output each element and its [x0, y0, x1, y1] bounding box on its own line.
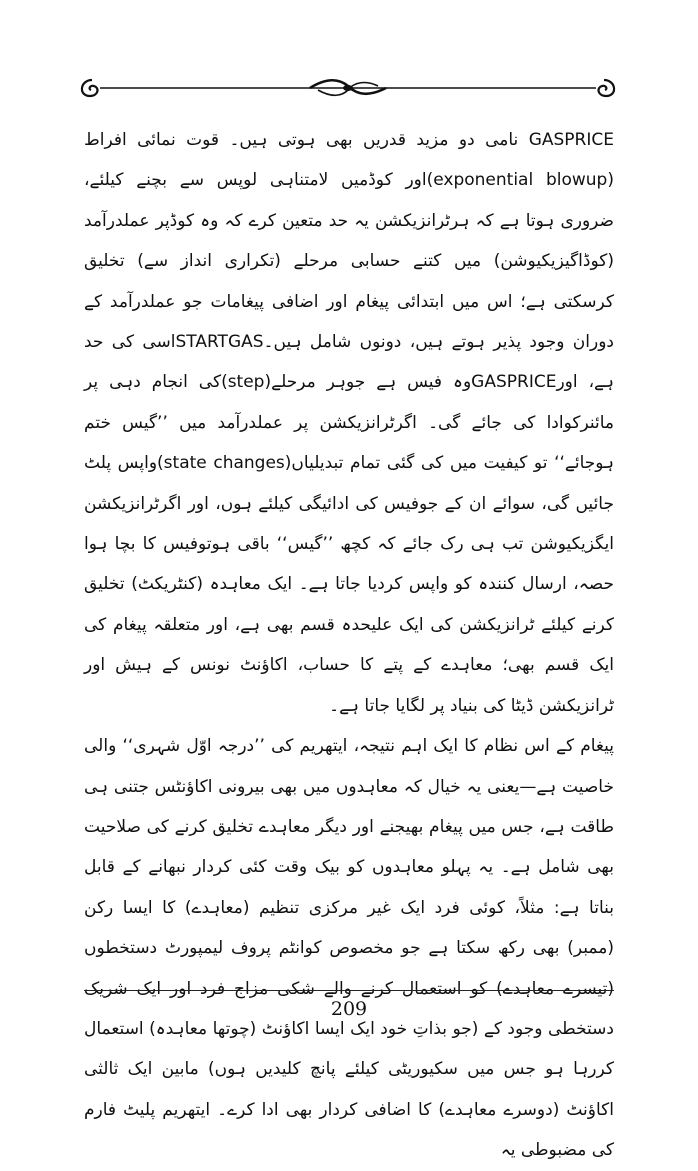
- page-number: 209: [330, 998, 368, 1020]
- paragraph-2: پیغام کے اس نظام کا ایک اہم نتیجہ، ایتھریم کی ’’درجہ اوّل شہری‘‘ والی خاصیت ہے—یعنی یہ خیال کہ معاہدوں میں بھی بیرونی اکاؤنٹس جتنی ہی طاقت ہے، جس میں پیغام بھیجنے اور دیگر معاہدے تخلیق کرنے کی صلاحیت بھی شامل ہے۔ یہ پہلو معاہدوں کو بیک وقت کئی کردار نبھانے کے قابل بناتا ہے: مثلاً، کوئی فرد ایک غیر مرکزی تنظیم (معاہدے) کا ایسا رکن (ممبر) بھی رکھ سکتا ہے جو مخصوص کوانٹم پروف لیمپورٹ دستخطوں (تیسرے معاہدے) کو استعمال کرنے والے شکی مزاج فرد اور ایک شریک دستخطی وجود کے (جو بذاتِ خود ایک ایسا اکاؤنٹ (چوتھا معاہدہ) استعمال کررہا ہو جس میں سکیوریٹی کیلئے پانچ کلیدیں ہوں) مابین ایک ثالثی اکاؤنٹ (دوسرے معاہدے) کا اضافی کردار بھی ادا کرے۔ ایتھریم پلیٹ فارم کی مضبوطی یہ: [84, 736, 614, 1161]
- paragraph-1: GASPRICE نامی دو مزید قدریں بھی ہوتی ہیں۔ قوت نمائی افراط (exponential blowup)اور کوڈمیں لامتناہی لوپس سے بچنے کیلئے، ضروری ہوتا ہے کہ ہرٹرانزیکشن یہ حد متعین کرے کہ وہ کوڈپر عملدرآمد (کوڈاگیزیکیوشن) میں کتنے حسابی مرحلے (تکراری انداز سے) تخلیق کرسکتی ہے؛ اس میں ابتدائی پیغام اور اضافی پیغامات جو عملدرآمد کے دوران وجود پذیر ہوتے ہیں، دونوں شامل ہیں۔STARTGASاسی کی حد ہے، اورGASPRICEوہ فیس ہے جوہر مرحلے(step)کی انجام دہی پر مائنرکوادا کی جائے گی۔ اگرٹرانزیکشن پر عملدرآمد میں ’’گیس ختم ہوجائے‘‘ تو کیفیت میں کی گئی تمام تبدیلیاں(state changes)واپس پلٹ جائیں گی، سوائے ان کے جوفیس کی ادائیگی کیلئے ہوں، اور اگرٹرانزیکشن ایگزیکیوشن تب ہی رک جائے کہ کچھ ’’گیس‘‘ باقی ہوتوفیس کا بچا ہوا حصہ، ارسال کنندہ کو واپس کردیا جاتا ہے۔ ایک معاہدہ (کنٹریکٹ) تخلیق کرنے کیلئے ٹرانزیکشن کی ایک علیحدہ قسم بھی ہے، اور متعلقہ پیغام کی ایک قسم بھی؛ معاہدے کے پتے کا حساب، اکاؤنٹ نونس کے ہیش اور ٹرانزیکشن ڈیٹا کی بنیاد پر لگایا جاتا ہے۔: [84, 130, 615, 716]
- decorative-scroll-divider-icon: [70, 66, 626, 106]
- footer-divider: [84, 990, 614, 991]
